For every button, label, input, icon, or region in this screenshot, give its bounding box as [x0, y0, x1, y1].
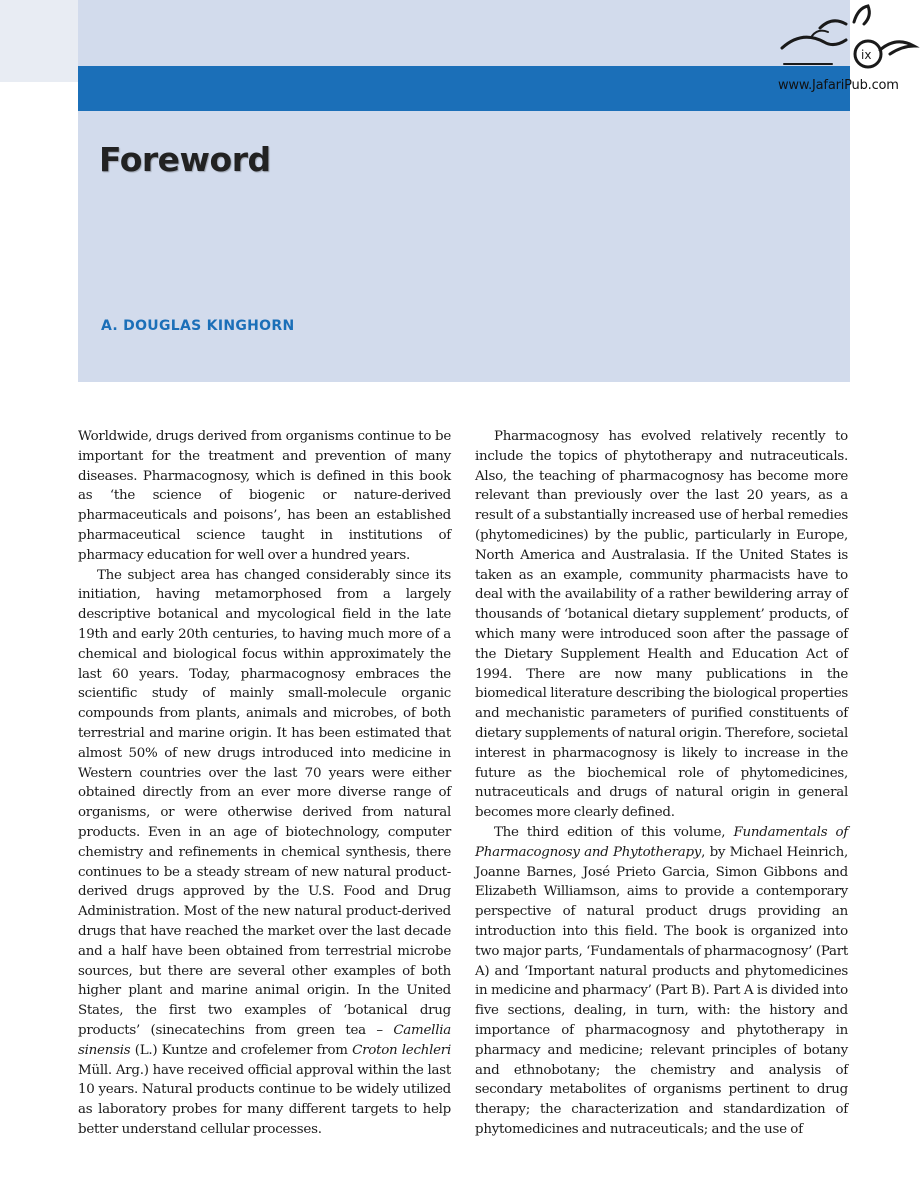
body-text: [78, 427, 850, 1147]
publisher-watermark: [772, 2, 920, 98]
page-title: Foreword: [99, 140, 271, 179]
species-name: Camellia sinensis: [78, 1022, 451, 1058]
species-name: Croton lechleri: [352, 1042, 451, 1058]
paragraph-text: , by Michael Heinrich, Joanne Barnes, José Prieto Garcia, Simon Gibbons and Elizabeth Williamson, aims to provide a contemporary perspective of natural product drugs providing an introduction into this field. The book is organized into two major parts, ‘Fundamentals of pharmacognosy’ (Part A) and ‘Important natural products and phytomedicines in medicine and pharmacy’ (Part B). Part A is divided into five sections, dealing, in turn, with: the history and importance of pharmacognosy and phytotherapy in pharmacy and medicine; relevant principles of botany and ethnobotany; the chemistry and analysis of secondary metabolites of organisms pertinent to drug therapy; the characterization and standardization of phytomedicines and nutraceuticals; and the use of: [475, 844, 848, 1137]
book-title: Fundamentals of Pharmacognosy and Phytotherapy: [475, 824, 848, 860]
paragraph: [78, 566, 451, 1140]
paragraph-text: The subject area has changed considerably since its initiation, having metamorphosed from a largely descriptive botanical and mycological field in the late 19th and early 20th centuries, to having much more of a chemical and biological focus within approximately the last 60 years. Today, pharmacognosy embraces the scientific study of mainly small-molecule organic compounds from plants, animals and microbes, of both terrestrial and marine origin. It has been estimated that almost 50% of new drugs introduced into medicine in Western countries over the last 70 years were either obtained directly from an ever more diverse range of organisms, or were otherwise derived from natural products. Even in an age of biotechnology, computer chemistry and refinements in chemical synthesis, there continues to be a steady stream of new natural product-derived drugs approved by the U.S. Food and Drug Administration. Most of the new natural product-derived drugs that have reached the market over the last decade and a half have been obtained from terrestrial microbe sources, but there are several other examples of both higher plant and marine animal origin. In the United States, the first two examples of ‘botanical drug products’ (sinecatechins from green tea –: [78, 567, 451, 1038]
watermark-url: www.JafariPub.com: [778, 78, 899, 93]
paragraph: Pharmacognosy has evolved relatively recently to include the topics of phytotherapy and nutraceuticals. Also, the teaching of pharmacognosy has become more relevant than previously over the last 20 years, as a result of a substantially increased use of herbal remedies (phytomedicines) by the public, particularly in Europe, North America and Australasia. If the United States is taken as an example, community pharmacists have to deal with the availability of a rather bewildering array of thousands of ‘botanical dietary supplement’ products, of which many were introduced soon after the passage of the Dietary Supplement Health and Education Act of 1994. There are now many publications in the biomedical literature describing the biological properties and mechanistic parameters of purified constituents of dietary supplements of natural origin. Therefore, societal interest in pharmacognosy is likely to increase in the future as the biochemical role of phytomedicines, nutraceuticals and drugs of natural origin in general becomes more clearly defined.: [475, 429, 848, 821]
top-band: [0, 0, 78, 82]
author-name: A. DOUGLAS KINGHORN: [101, 318, 295, 334]
page-number: ix: [861, 48, 872, 62]
header-accent-bar: [78, 66, 850, 111]
left-column: [78, 427, 451, 1140]
paragraph: [475, 823, 848, 1140]
paragraph: Worldwide, drugs derived from organisms continue to be important for the treatment and prevention of many diseases. Pharmacognosy, which is defined in this book as ‘the science of biogenic or nature-derived pharmaceuticals and poisons’, has been an established pharmaceutical science taught in institutions of pharmacy education for well over a hundred years.: [78, 429, 451, 563]
paragraph-text: The third edition of this volume,: [494, 824, 734, 840]
right-column: [475, 427, 848, 1140]
watermark-logo-icon: [772, 2, 920, 82]
paragraph-text: (L.) Kuntze and crofelemer from: [130, 1042, 353, 1058]
paragraph-text: Müll. Arg.) have received official approval within the last 10 years. Natural products continue to be widely utilized as laboratory probes for many different targets to help better understand cellular processes.: [78, 1062, 451, 1137]
